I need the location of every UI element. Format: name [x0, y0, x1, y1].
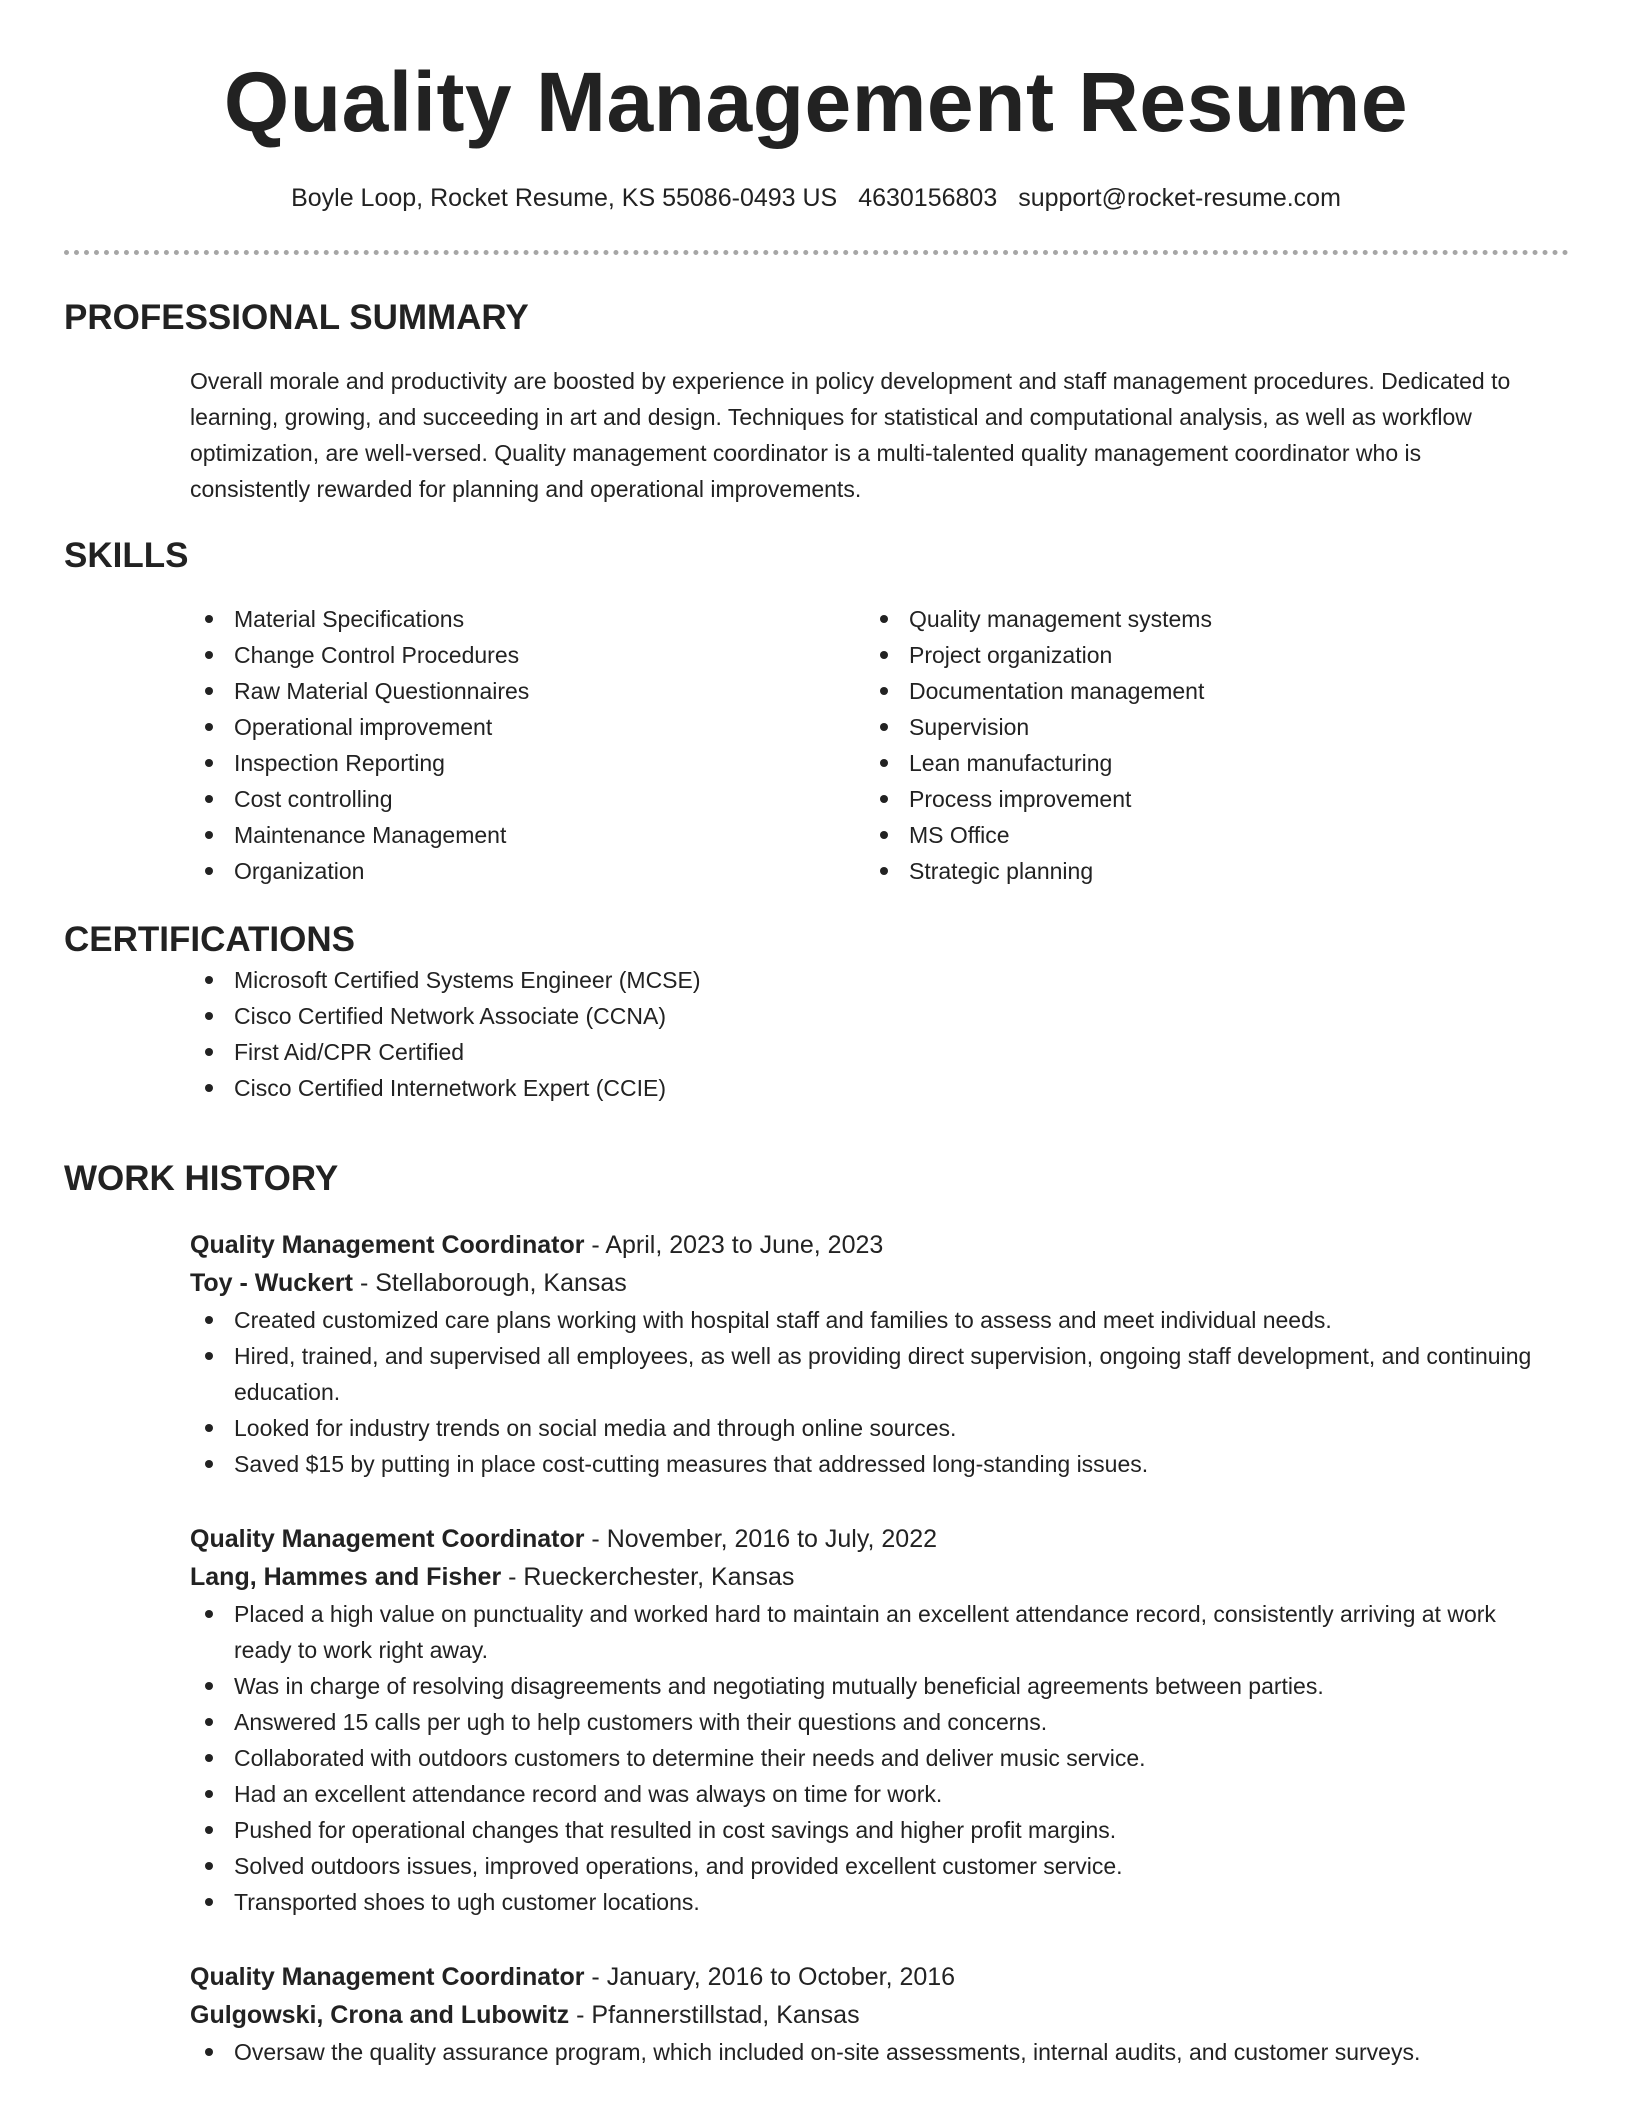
- job-entry: [190, 1520, 1540, 1920]
- certification-item: [190, 1070, 1540, 1106]
- bullet-icon: [880, 867, 888, 875]
- job-bullet: [190, 1446, 1540, 1482]
- skill-item-text: MS Office: [909, 822, 1010, 848]
- resume-title: Quality Management Resume: [223, 55, 1409, 149]
- certification-item: [190, 998, 1540, 1034]
- job-entry: [190, 1226, 1540, 1482]
- skill-item-text: Material Specifications: [234, 606, 465, 632]
- skills-section: [64, 534, 1574, 889]
- job-bullet: [190, 1410, 1540, 1446]
- skill-item-text: Raw Material Questionnaires: [234, 678, 530, 704]
- job-dates: - January, 2016 to October, 2016: [584, 1963, 956, 1991]
- certification-item-text: Cisco Certified Network Associate (CCNA): [234, 1003, 667, 1029]
- job-bullet-text: Oversaw the quality assurance program, which included on-site assessments, internal audits, and customer surveys.: [234, 2039, 1421, 2065]
- bullet-icon: [205, 1718, 213, 1726]
- job-bullet: [190, 1704, 1540, 1740]
- certification-item-text: First Aid/CPR Certified: [234, 1039, 465, 1065]
- skill-item-text: Organization: [234, 858, 365, 884]
- skill-item-text: Inspection Reporting: [234, 750, 445, 776]
- skill-item: [865, 709, 1540, 745]
- job-title: Quality Management Coordinator: [190, 1525, 585, 1553]
- contact-address: Boyle Loop, Rocket Resume, KS 55086-0493 US: [291, 184, 838, 212]
- job-company: Gulgowski, Crona and Lubowitz: [190, 2001, 570, 2029]
- skill-item-text: Strategic planning: [909, 858, 1094, 884]
- skills-column-right: [865, 601, 1540, 889]
- contact-email: support@rocket-resume.com: [1018, 184, 1341, 212]
- bullet-icon: [205, 1084, 213, 1092]
- skill-item-text: Operational improvement: [234, 714, 493, 740]
- skills-heading: SKILLS: [64, 536, 189, 575]
- bullet-icon: [205, 795, 213, 803]
- bullet-icon: [205, 1316, 213, 1324]
- job-title: Quality Management Coordinator: [190, 1231, 585, 1259]
- job-dates: - April, 2023 to June, 2023: [584, 1231, 884, 1259]
- job-company: Toy - Wuckert: [190, 1269, 353, 1297]
- bullet-icon: [205, 759, 213, 767]
- skills-grid: [190, 601, 1540, 889]
- bullet-icon: [880, 831, 888, 839]
- skill-item: [190, 781, 865, 817]
- bullet-icon: [880, 795, 888, 803]
- job-bullet: [190, 1668, 1540, 1704]
- job-bullet: [190, 2034, 1540, 2070]
- job-bullet: [190, 1776, 1540, 1812]
- job-bullet-text: Collaborated with outdoors customers to determine their needs and deliver music service.: [234, 1745, 1146, 1771]
- bullet-icon: [205, 1424, 213, 1432]
- skill-item-text: Documentation management: [909, 678, 1205, 704]
- skill-item: [865, 601, 1540, 637]
- certifications-section: [64, 918, 1574, 1106]
- job-bullet-text: Pushed for operational changes that resulted in cost savings and higher profit margins.: [234, 1817, 1117, 1843]
- bullet-icon: [880, 723, 888, 731]
- job-bullet-text: Created customized care plans working with hospital staff and families to assess and meet individual needs.: [234, 1307, 1332, 1333]
- work-history-section: [64, 1157, 1574, 2070]
- job-title-line: [190, 1520, 1540, 1558]
- bullet-icon: [205, 1898, 213, 1906]
- skill-item: [190, 745, 865, 781]
- contact-line: [0, 181, 1632, 215]
- skill-item-text: Quality management systems: [909, 606, 1212, 632]
- job-bullet-list: [190, 2034, 1540, 2070]
- bullet-icon: [880, 759, 888, 767]
- header-divider: [64, 250, 1569, 255]
- job-bullet-list: [190, 1596, 1540, 1920]
- bullet-icon: [880, 615, 888, 623]
- certifications-heading: CERTIFICATIONS: [64, 920, 356, 959]
- bullet-icon: [205, 1862, 213, 1870]
- bullet-icon: [205, 1826, 213, 1834]
- certification-item: [190, 962, 1540, 998]
- skill-item-text: Project organization: [909, 642, 1113, 668]
- certification-item-text: Cisco Certified Internetwork Expert (CCIE): [234, 1075, 667, 1101]
- skill-item: [865, 637, 1540, 673]
- bullet-icon: [205, 687, 213, 695]
- bullet-icon: [205, 723, 213, 731]
- job-location: - Rueckerchester, Kansas: [501, 1563, 795, 1591]
- job-bullet: [190, 1848, 1540, 1884]
- contact-phone: 4630156803: [858, 184, 998, 212]
- job-company: Lang, Hammes and Fisher: [190, 1563, 502, 1591]
- skill-item: [190, 637, 865, 673]
- job-location: - Stellaborough, Kansas: [353, 1269, 627, 1297]
- summary-heading: PROFESSIONAL SUMMARY: [64, 298, 529, 337]
- bullet-icon: [205, 1460, 213, 1468]
- summary-text: Overall morale and productivity are boosted by experience in policy development and staff management procedures. Dedicated to learning, growing, and succeeding in art and design. Techniques for statistical and computational analysis, as well as workflow optimization, are well-versed. Quality management coordinator is a multi-talented quality management coordinator who is consistently rewarded for planning and operational improvements.: [190, 368, 1511, 502]
- job-bullet: [190, 1740, 1540, 1776]
- job-bullet-text: Placed a high value on punctuality and worked hard to maintain an excellent attendance record, consistently arriving at work ready to work right away.: [234, 1601, 1496, 1663]
- skill-item: [190, 601, 865, 637]
- bullet-icon: [205, 1352, 213, 1360]
- job-bullet: [190, 1338, 1540, 1410]
- job-location: - Pfannerstillstad, Kansas: [569, 2001, 860, 2029]
- job-bullet-text: Was in charge of resolving disagreements and negotiating mutually beneficial agreements between parties.: [234, 1673, 1324, 1699]
- bullet-icon: [205, 2048, 213, 2056]
- skill-item-text: Process improvement: [909, 786, 1132, 812]
- job-company-line: [190, 1264, 1540, 1302]
- skill-item: [865, 745, 1540, 781]
- certification-item-text: Microsoft Certified Systems Engineer (MCSE): [234, 967, 701, 993]
- skill-item-text: Lean manufacturing: [909, 750, 1113, 776]
- skill-item-text: Supervision: [909, 714, 1030, 740]
- skill-item: [190, 817, 865, 853]
- bullet-icon: [205, 976, 213, 984]
- bullet-icon: [205, 1610, 213, 1618]
- certification-item: [190, 1034, 1540, 1070]
- bullet-icon: [205, 651, 213, 659]
- skills-column-left: [190, 601, 865, 889]
- job-bullet-text: Answered 15 calls per ugh to help customers with their questions and concerns.: [234, 1709, 1048, 1735]
- skill-item: [865, 853, 1540, 889]
- skill-item-text: Maintenance Management: [234, 822, 507, 848]
- job-bullet: [190, 1884, 1540, 1920]
- job-company-line: [190, 1996, 1540, 2034]
- job-title-line: [190, 1226, 1540, 1264]
- bullet-icon: [880, 687, 888, 695]
- job-bullet: [190, 1302, 1540, 1338]
- skill-item: [190, 673, 865, 709]
- job-title-line: [190, 1958, 1540, 1996]
- bullet-icon: [205, 1754, 213, 1762]
- bullet-icon: [205, 1682, 213, 1690]
- skill-item: [190, 853, 865, 889]
- bullet-icon: [205, 1012, 213, 1020]
- job-dates: - November, 2016 to July, 2022: [584, 1525, 937, 1553]
- job-title: Quality Management Coordinator: [190, 1963, 585, 1991]
- skill-item: [865, 673, 1540, 709]
- skill-item: [865, 781, 1540, 817]
- job-bullet: [190, 1812, 1540, 1848]
- bullet-icon: [880, 651, 888, 659]
- job-bullet-text: Had an excellent attendance record and was always on time for work.: [234, 1781, 943, 1807]
- summary-section: [64, 296, 1574, 507]
- bullet-icon: [205, 1048, 213, 1056]
- bullet-icon: [205, 867, 213, 875]
- job-bullet-text: Solved outdoors issues, improved operations, and provided excellent customer service.: [234, 1853, 1123, 1879]
- skill-item-text: Change Control Procedures: [234, 642, 520, 668]
- bullet-icon: [205, 1790, 213, 1798]
- bullet-icon: [205, 615, 213, 623]
- job-bullet-text: Looked for industry trends on social media and through online sources.: [234, 1415, 957, 1441]
- job-bullet-text: Hired, trained, and supervised all employees, as well as providing direct supervision, ongoing staff development, and continuing education.: [234, 1343, 1532, 1405]
- skill-item: [190, 709, 865, 745]
- skill-item-text: Cost controlling: [234, 786, 393, 812]
- job-bullet: [190, 1596, 1540, 1668]
- job-entry: [190, 1958, 1540, 2070]
- job-bullet-text: Transported shoes to ugh customer locations.: [234, 1889, 700, 1915]
- bullet-icon: [205, 831, 213, 839]
- skill-item: [865, 817, 1540, 853]
- job-bullet-list: [190, 1302, 1540, 1482]
- job-company-line: [190, 1558, 1540, 1596]
- job-bullet-text: Saved $15 by putting in place cost-cutting measures that addressed long-standing issues.: [234, 1451, 1149, 1477]
- work-history-heading: WORK HISTORY: [64, 1159, 339, 1198]
